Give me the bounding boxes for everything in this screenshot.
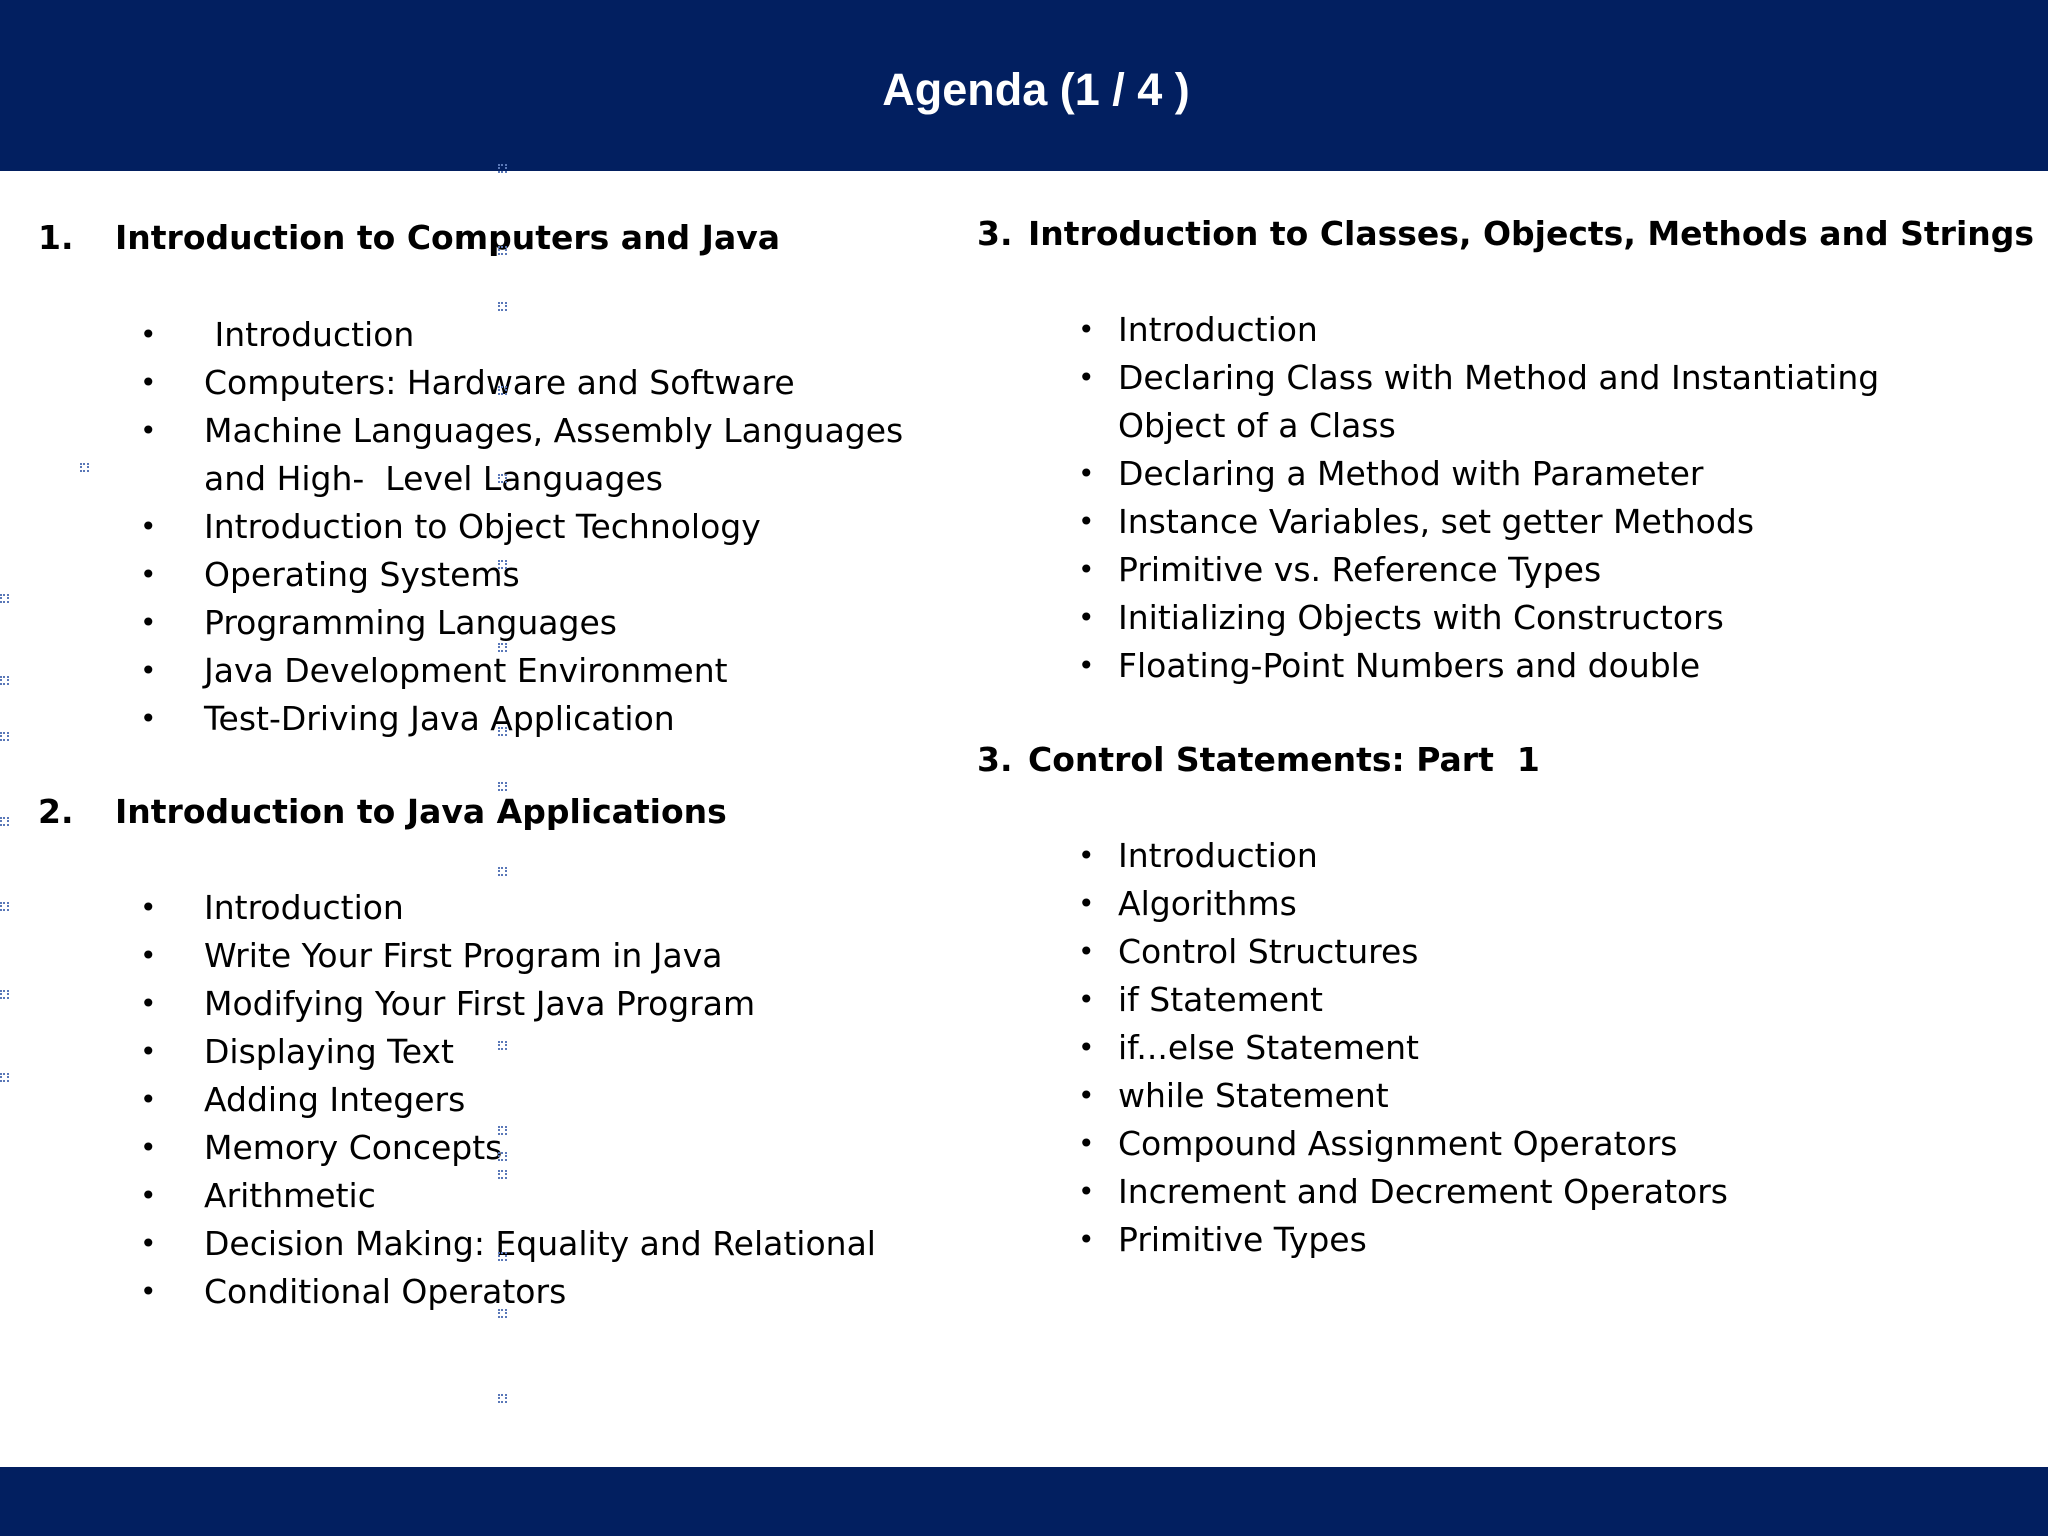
list-item xyxy=(140,932,900,980)
list-item-text: Declaring a Method with Parameter xyxy=(1118,454,1704,493)
list-item-text: Introduction to Object Technology xyxy=(204,507,761,546)
selection-handle-icon xyxy=(498,1309,507,1318)
bullet-icon: • xyxy=(1078,505,1095,538)
selection-handle-icon xyxy=(0,676,9,685)
section-4-number: 3. xyxy=(977,740,1013,779)
bullet-icon: • xyxy=(1078,1127,1095,1160)
bullet-icon: • xyxy=(1078,313,1095,346)
list-item-text: Compound Assignment Operators xyxy=(1118,1124,1678,1163)
bullet-icon: • xyxy=(1078,839,1095,872)
selection-handle-icon xyxy=(498,474,507,483)
bullet-icon: • xyxy=(1078,1175,1095,1208)
bullet-icon: • xyxy=(140,1227,157,1260)
list-item xyxy=(1078,498,1978,546)
footer-bar xyxy=(0,1467,2048,1536)
list-item-text: Introduction xyxy=(204,888,404,927)
section-3-number: 3. xyxy=(977,214,1013,253)
selection-handle-icon xyxy=(498,302,507,311)
list-item-text: Control Structures xyxy=(1118,932,1419,971)
section-3-title: Introduction to Classes, Objects, Methods and Strings xyxy=(1028,214,2035,253)
list-item-text: Operating Systems xyxy=(204,555,520,594)
bullet-icon: • xyxy=(1078,1223,1095,1256)
bullet-icon: • xyxy=(1078,935,1095,968)
list-item xyxy=(140,1124,900,1172)
list-item-text: Adding Integers xyxy=(204,1080,466,1119)
selection-handle-icon xyxy=(0,817,9,826)
selection-handle-icon xyxy=(0,594,9,603)
section-1-number: 1. xyxy=(38,218,74,257)
list-item-text: Modifying Your First Java Program xyxy=(204,984,756,1023)
bullet-icon: • xyxy=(1078,361,1095,394)
selection-handle-icon xyxy=(498,1041,507,1050)
list-item-text: Decision Making: Equality and Relational xyxy=(204,1224,876,1263)
list-item-text: Primitive Types xyxy=(1118,1220,1367,1259)
selection-handle-icon xyxy=(498,727,507,736)
list-item xyxy=(1078,832,1978,880)
list-item-text: Arithmetic xyxy=(204,1176,376,1215)
section-2-list xyxy=(140,884,900,1316)
section-1-heading xyxy=(38,218,780,258)
selection-handle-icon xyxy=(498,867,507,876)
list-item xyxy=(1078,1168,1978,1216)
list-item xyxy=(1078,1120,1978,1168)
list-item xyxy=(1078,450,1978,498)
bullet-icon: • xyxy=(1078,1079,1095,1112)
list-item xyxy=(140,647,900,695)
list-item-text: Memory Concepts xyxy=(204,1128,503,1167)
selection-handle-icon xyxy=(0,1073,9,1082)
bullet-icon: • xyxy=(140,510,157,543)
list-item xyxy=(1078,880,1978,928)
list-item xyxy=(1078,928,1978,976)
list-item xyxy=(1078,976,1978,1024)
bullet-icon: • xyxy=(1078,983,1095,1016)
list-item xyxy=(140,980,900,1028)
section-2-heading xyxy=(38,792,738,832)
bullet-icon: • xyxy=(140,558,157,591)
list-item-text: Instance Variables, set getter Methods xyxy=(1118,502,1755,541)
list-item xyxy=(140,695,900,743)
list-item xyxy=(140,551,900,599)
list-item xyxy=(1078,642,1978,690)
selection-handle-icon xyxy=(498,386,507,395)
section-2-number: 2. xyxy=(38,792,74,831)
selection-handle-icon xyxy=(0,902,9,911)
section-4-list xyxy=(1078,832,1978,1264)
selection-handle-icon xyxy=(498,643,507,652)
bullet-icon: • xyxy=(140,366,157,399)
bullet-icon: • xyxy=(140,1083,157,1116)
list-item-text: Java Development Environment xyxy=(204,651,728,690)
bullet-icon: • xyxy=(140,1275,157,1308)
selection-handle-icon xyxy=(498,1126,507,1135)
list-item-text: if Statement xyxy=(1118,980,1323,1019)
bullet-icon: • xyxy=(1078,601,1095,634)
selection-handle-icon xyxy=(498,1152,507,1161)
bullet-icon: • xyxy=(140,891,157,924)
bullet-icon: • xyxy=(140,318,157,351)
list-item xyxy=(1078,306,1978,354)
list-item-continuation xyxy=(1078,402,1978,450)
section-3-list xyxy=(1078,306,1978,690)
section-4-title: Control Statements: Part 1 xyxy=(1028,740,1540,779)
list-item xyxy=(140,1076,900,1124)
selection-handle-icon xyxy=(498,1170,507,1179)
list-item xyxy=(140,1268,900,1316)
section-3-heading xyxy=(977,214,2035,254)
bullet-icon: • xyxy=(1078,1031,1095,1064)
list-item xyxy=(140,407,904,455)
bullet-icon: • xyxy=(140,1035,157,1068)
bullet-icon: • xyxy=(140,414,157,447)
list-item-text: Introduction xyxy=(204,315,415,354)
bullet-icon: • xyxy=(140,1131,157,1164)
list-item-text: Machine Languages, Assembly Languages xyxy=(204,411,904,450)
selection-handle-icon xyxy=(498,782,507,791)
list-item-text: Initializing Objects with Constructors xyxy=(1118,598,1724,637)
bullet-icon: • xyxy=(1078,457,1095,490)
list-item-text: Primitive vs. Reference Types xyxy=(1118,550,1602,589)
list-item-text: and High- Level Languages xyxy=(204,459,663,498)
list-item xyxy=(140,599,900,647)
list-item-text: Increment and Decrement Operators xyxy=(1118,1172,1729,1211)
selection-handle-icon xyxy=(498,1252,507,1261)
selection-handle-icon xyxy=(498,1394,507,1403)
section-1-list xyxy=(140,311,904,743)
list-item xyxy=(1078,1216,1978,1264)
section-4-heading xyxy=(977,740,2017,780)
list-item xyxy=(140,359,900,407)
selection-handle-icon xyxy=(80,463,89,472)
list-item xyxy=(1078,1072,1978,1120)
list-item-text: Algorithms xyxy=(1118,884,1297,923)
list-item-text: Floating-Point Numbers and double xyxy=(1118,646,1701,685)
list-item-text: Introduction xyxy=(1118,310,1318,349)
list-item-text: while Statement xyxy=(1118,1076,1389,1115)
list-item-text: Displaying Text xyxy=(204,1032,454,1071)
list-item xyxy=(1078,1024,1978,1072)
bullet-icon: • xyxy=(140,939,157,972)
selection-handle-icon xyxy=(498,560,507,569)
list-item-text: Object of a Class xyxy=(1118,406,1396,445)
list-item-text: Conditional Operators xyxy=(204,1272,567,1311)
bullet-icon: • xyxy=(1078,553,1095,586)
list-item-text: Introduction xyxy=(1118,836,1318,875)
list-item-text: Write Your First Program in Java xyxy=(204,936,723,975)
selection-handle-icon xyxy=(0,732,9,741)
selection-handle-icon xyxy=(498,164,507,173)
bullet-icon: • xyxy=(140,1179,157,1212)
list-item xyxy=(1078,594,1978,642)
list-item-text: Test-Driving Java Application xyxy=(204,699,675,738)
bullet-icon: • xyxy=(140,654,157,687)
list-item xyxy=(140,1172,900,1220)
list-item xyxy=(140,1028,900,1076)
bullet-icon: • xyxy=(140,987,157,1020)
list-item xyxy=(140,884,900,932)
section-2-title: Introduction to Java Applications xyxy=(115,792,727,831)
bullet-icon: • xyxy=(1078,887,1095,920)
list-item xyxy=(140,311,900,359)
list-item-text: if...else Statement xyxy=(1118,1028,1419,1067)
slide-title: Agenda (1 / 4 ) xyxy=(882,64,1190,115)
selection-handle-icon xyxy=(0,990,9,999)
list-item-text: Declaring Class with Method and Instantiating xyxy=(1118,358,1880,397)
bullet-icon: • xyxy=(140,702,157,735)
list-item xyxy=(140,1220,900,1268)
list-item-continuation xyxy=(140,455,900,503)
list-item xyxy=(1078,354,1978,402)
list-item-text: Computers: Hardware and Software xyxy=(204,363,795,402)
list-item-text: Programming Languages xyxy=(204,603,617,642)
bullet-icon: • xyxy=(140,606,157,639)
section-1-title: Introduction to Computers and Java xyxy=(115,218,780,257)
list-item xyxy=(1078,546,1978,594)
bullet-icon: • xyxy=(1078,649,1095,682)
selection-handle-icon xyxy=(498,246,507,255)
list-item xyxy=(140,503,900,551)
